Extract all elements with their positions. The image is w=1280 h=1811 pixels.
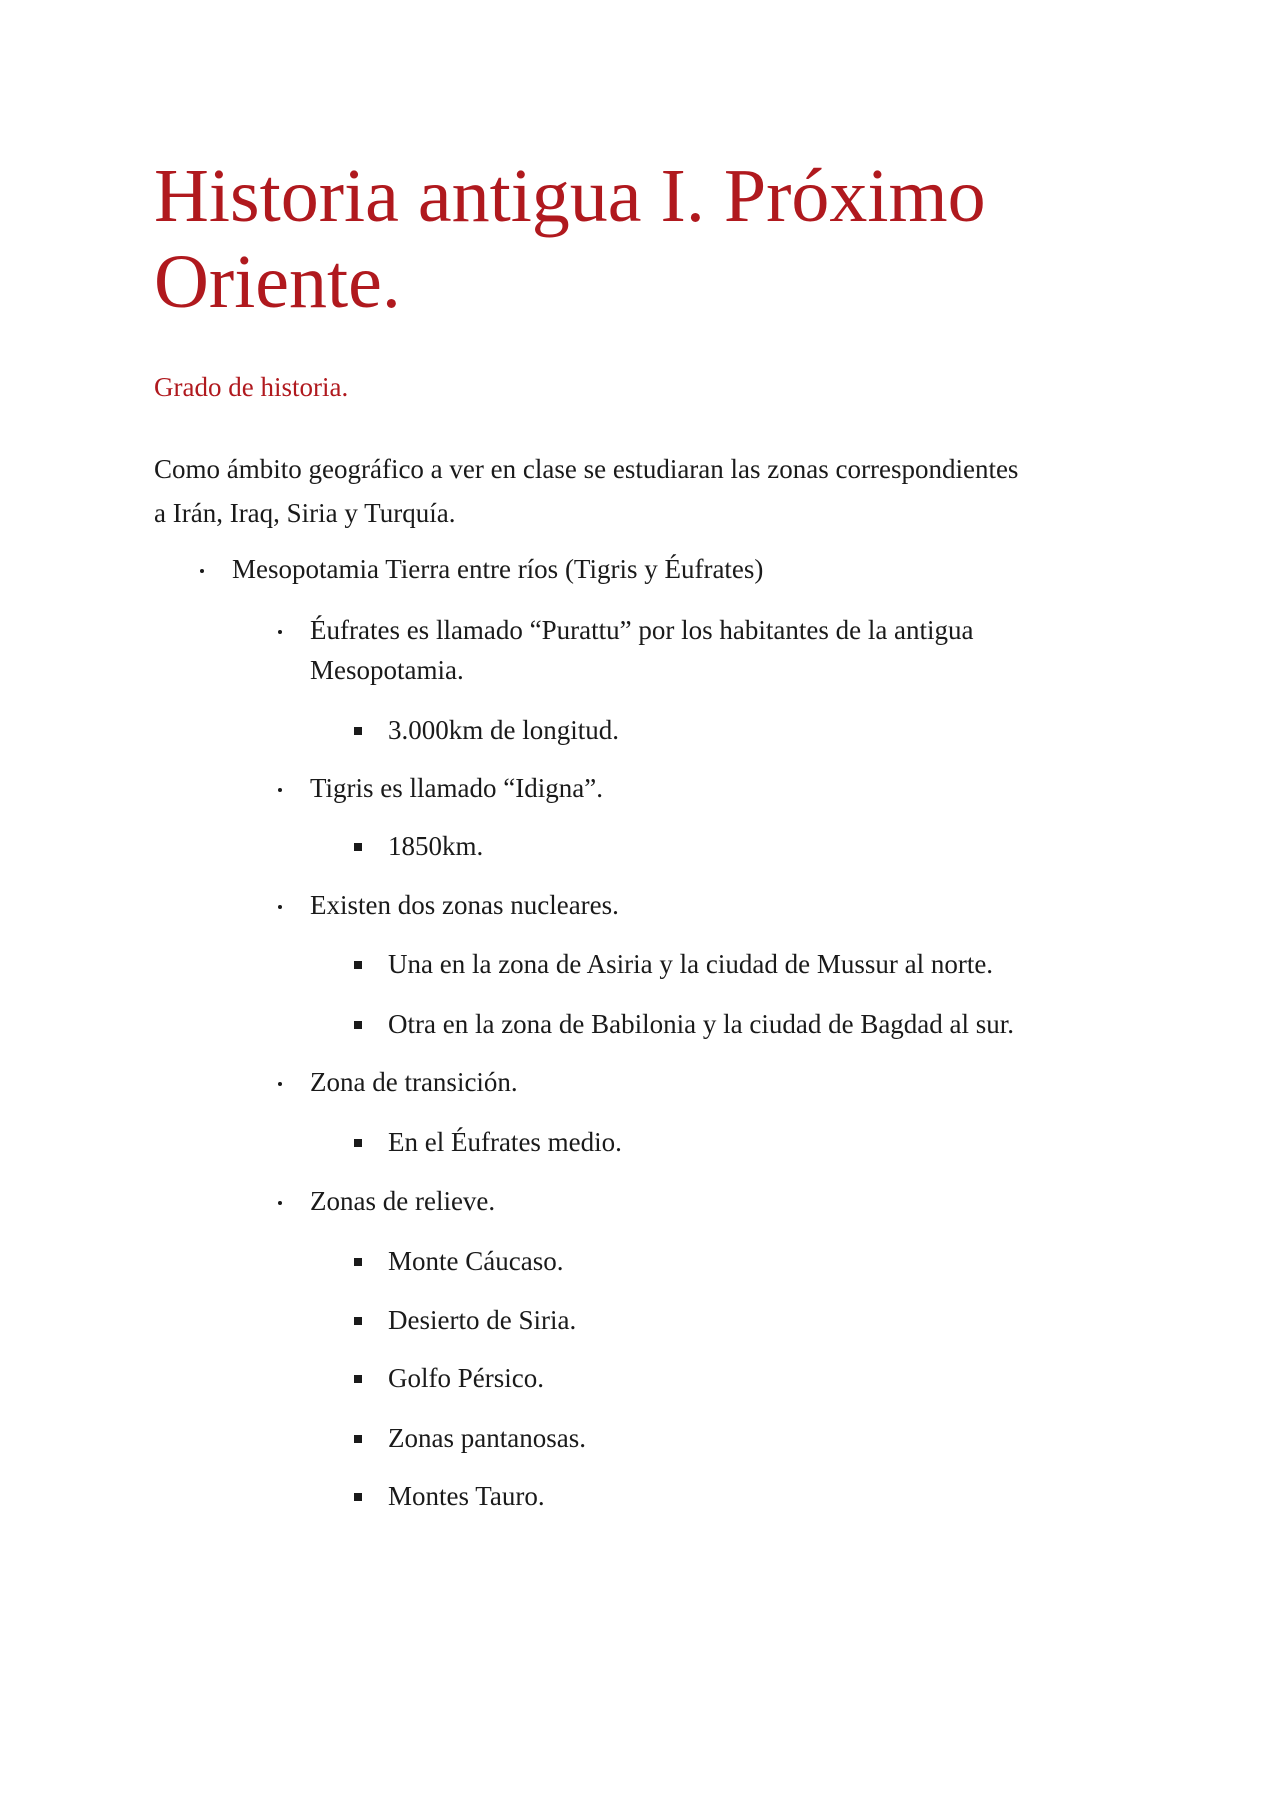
list-item-text: Zonas de relieve. xyxy=(310,1186,496,1216)
document-title xyxy=(154,153,986,325)
bullet-square-icon xyxy=(348,1476,368,1517)
list-item-text: Montes Tauro. xyxy=(388,1481,545,1511)
bullet-dot-icon xyxy=(192,549,212,589)
list-item-text: Monte Cáucaso. xyxy=(388,1246,564,1276)
list-item-text: Golfo Pérsico. xyxy=(388,1363,544,1393)
bullet-square-icon xyxy=(348,1418,368,1459)
list-item-text: 3.000km de longitud. xyxy=(388,715,619,745)
list-item-text: Desierto de Siria. xyxy=(388,1305,577,1335)
list-item-text: Zonas pantanosas. xyxy=(388,1423,586,1453)
bullet-square-icon xyxy=(348,944,368,985)
bullet-dot-icon xyxy=(270,610,290,650)
list-item-text: Éufrates es llamado “Purattu” por los habitantes de la antigua xyxy=(310,615,974,645)
list-item-text: Zona de transición. xyxy=(310,1067,518,1097)
bullet-square-icon xyxy=(348,1122,368,1163)
bullet-square-icon xyxy=(348,710,368,751)
list-item-text: 1850km. xyxy=(388,831,484,861)
bullet-square-icon xyxy=(348,1004,368,1045)
intro-line-1: Como ámbito geográfico a ver en clase se estudiaran las zonas correspondientes xyxy=(154,454,1019,484)
intro-paragraph xyxy=(154,447,1134,535)
bullet-dot-icon xyxy=(270,768,290,808)
bullet-dot-icon xyxy=(270,1062,290,1102)
bullet-square-icon xyxy=(348,1358,368,1399)
list-item-text: En el Éufrates medio. xyxy=(388,1127,622,1157)
list-item-text: Existen dos zonas nucleares. xyxy=(310,890,619,920)
title-line-1: Historia antigua I. Próximo xyxy=(154,154,986,238)
bullet-dot-icon xyxy=(270,1181,290,1221)
document-subtitle: Grado de historia. xyxy=(154,372,349,402)
intro-line-2: a Irán, Iraq, Siria y Turquía. xyxy=(154,498,456,528)
list-item-text: Mesopotamia. xyxy=(310,655,464,685)
list-item-text: Otra en la zona de Babilonia y la ciudad de Bagdad al sur. xyxy=(388,1009,1015,1039)
bullet-square-icon xyxy=(348,1241,368,1282)
list-item-text: Una en la zona de Asiria y la ciudad de Mussur al norte. xyxy=(388,949,994,979)
bullet-square-icon xyxy=(348,826,368,867)
title-line-2: Oriente. xyxy=(154,240,401,324)
bullet-square-icon xyxy=(348,1300,368,1341)
list-item-text: Mesopotamia Tierra entre ríos (Tigris y Éufrates) xyxy=(232,554,764,584)
bullet-dot-icon xyxy=(270,885,290,925)
list-item-text: Tigris es llamado “Idigna”. xyxy=(310,773,603,803)
